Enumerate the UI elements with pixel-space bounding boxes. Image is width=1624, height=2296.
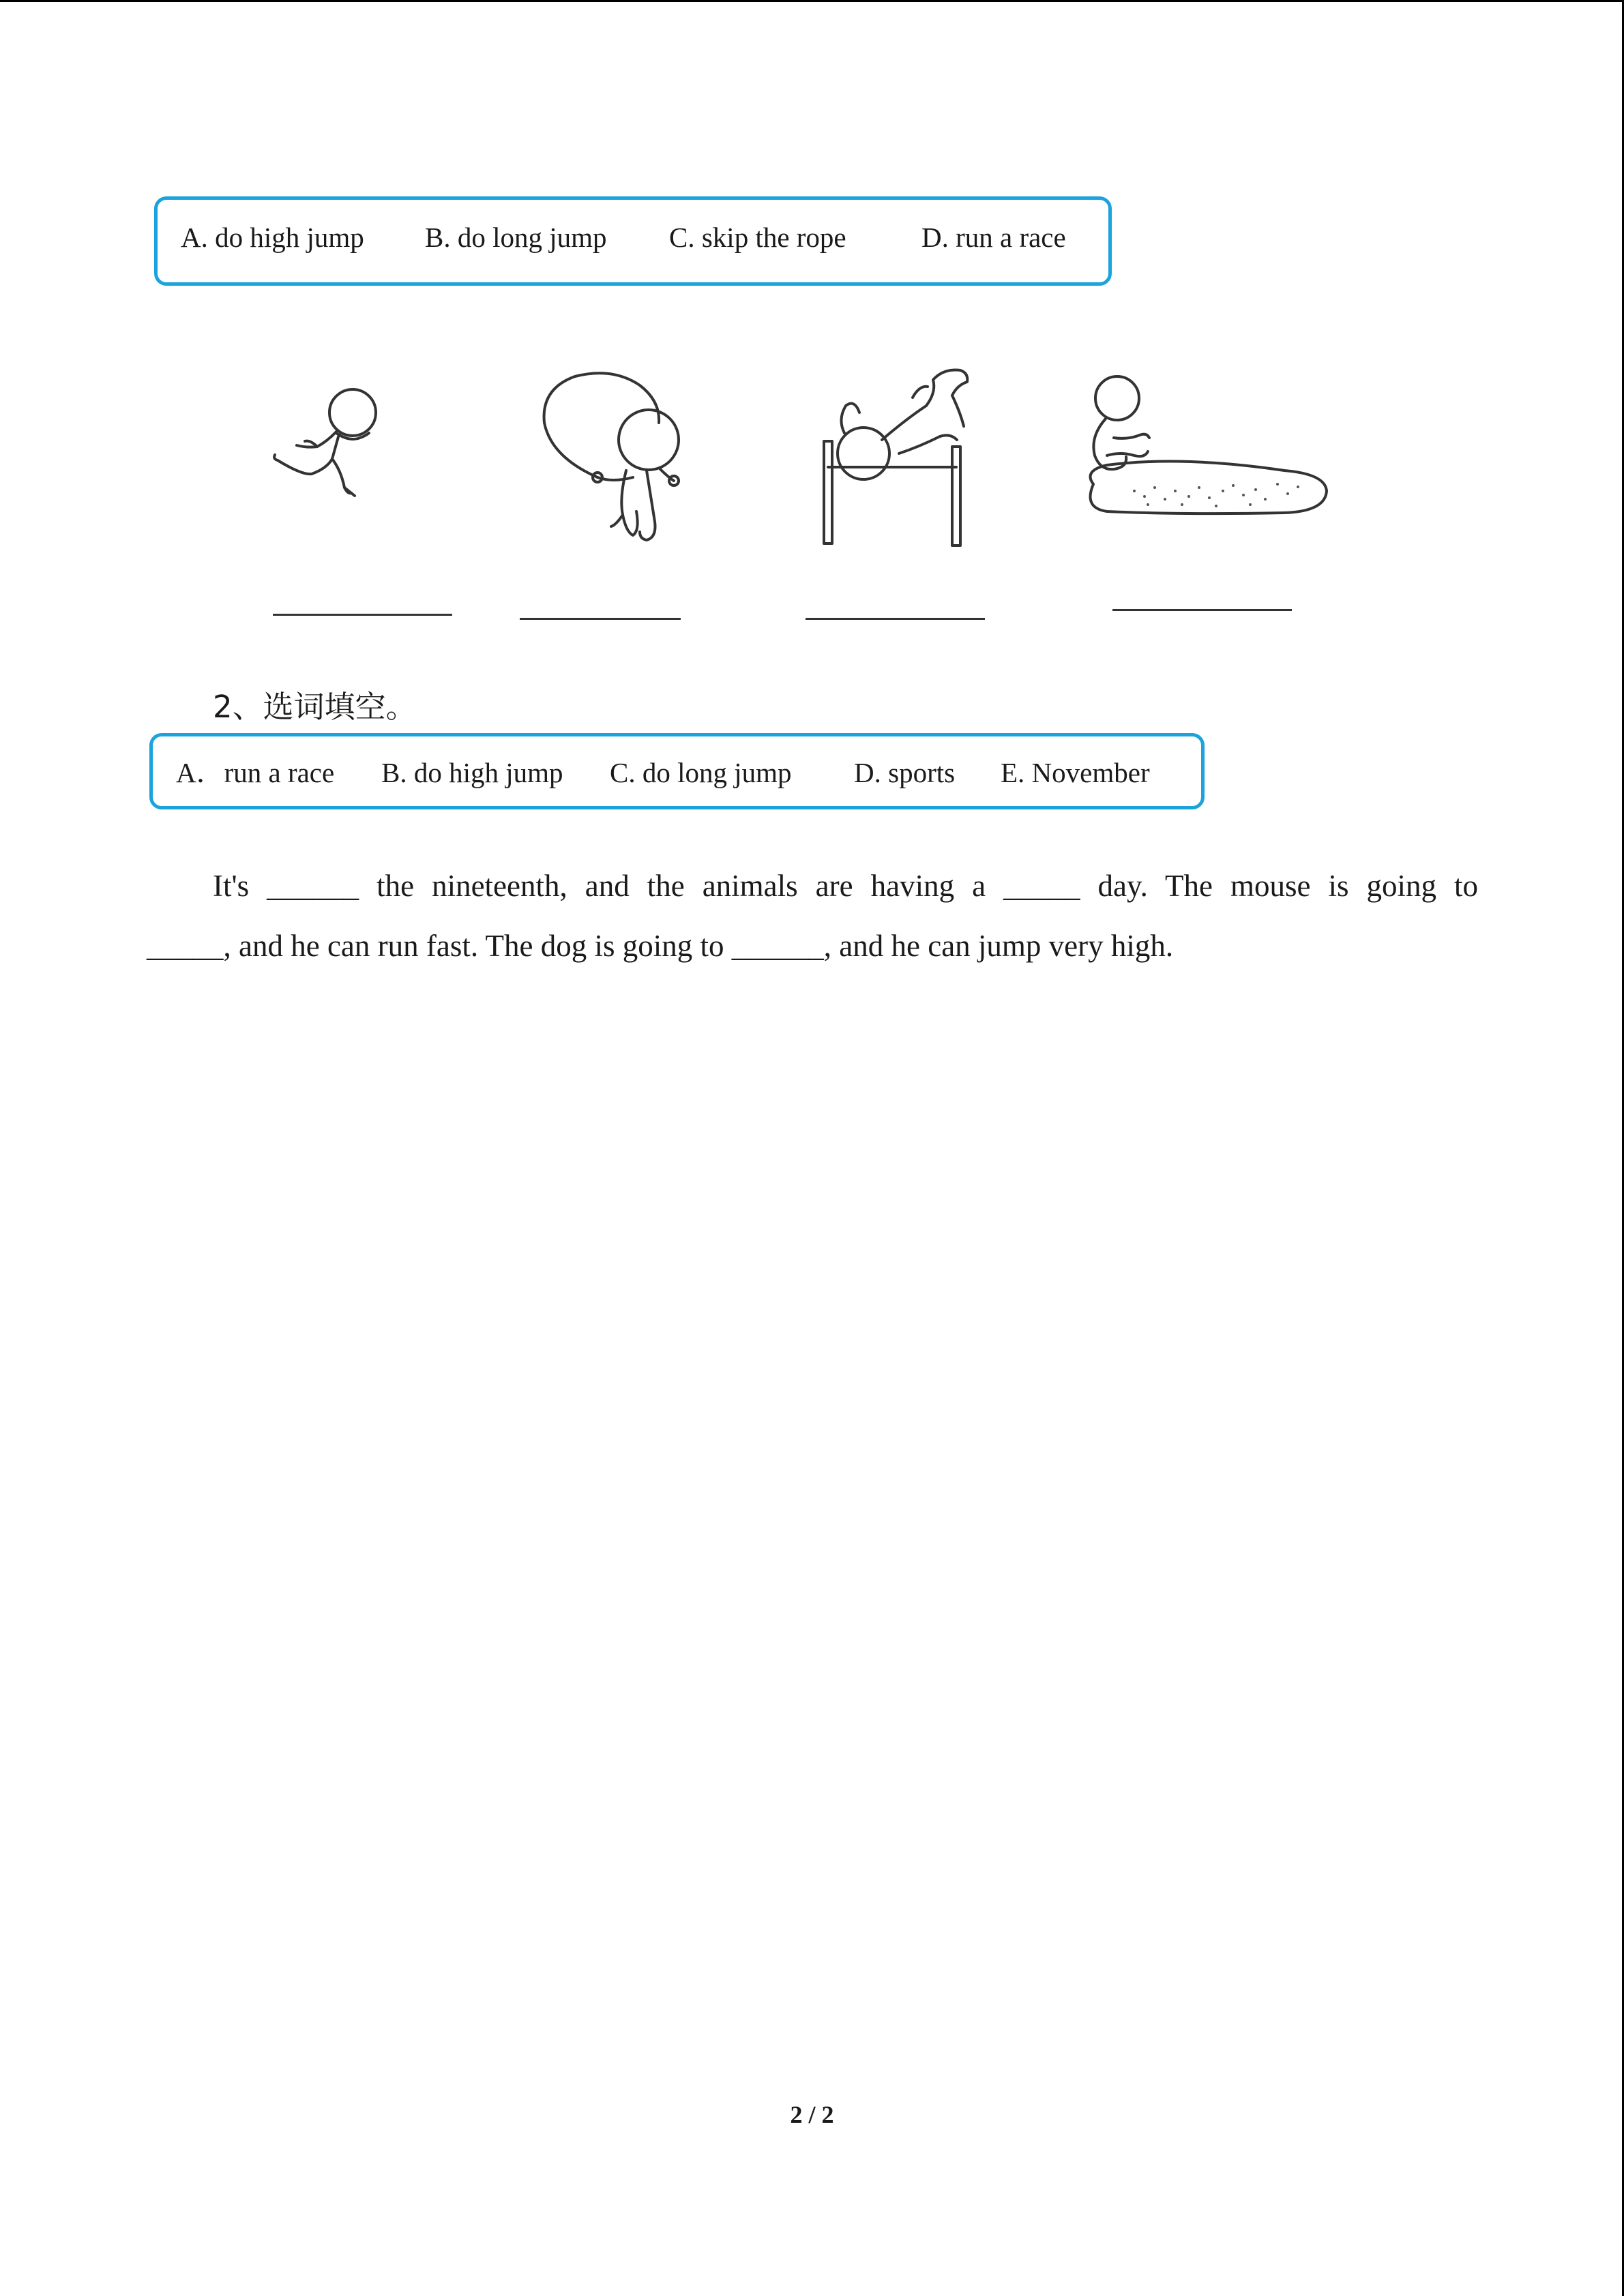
- question-2-title: 2、选词填空。: [213, 689, 417, 725]
- fill-in-paragraph-line-2: _____, and he can run fast. The dog is going to ______, and he can jump very high.: [147, 929, 1174, 963]
- option-2-a: A．run a race: [176, 757, 335, 788]
- option-2-c: C. do long jump: [610, 757, 792, 788]
- answer-line-2[interactable]: [520, 618, 681, 620]
- option-1-c: C. skip the rope: [669, 222, 846, 253]
- long-jump-figure-icon: [1080, 375, 1329, 518]
- option-2-e: E. November: [1001, 757, 1150, 788]
- option-2-b: B. do high jump: [381, 757, 563, 788]
- page-edge-top: [0, 0, 1624, 2]
- running-figure-icon: [269, 378, 392, 505]
- answer-line-4[interactable]: [1112, 609, 1292, 611]
- answer-line-1[interactable]: [273, 614, 452, 616]
- option-2-d: D. sports: [854, 757, 956, 788]
- option-1-d: D. run a race: [921, 222, 1066, 253]
- option-1-a: A. do high jump: [181, 222, 364, 253]
- fill-in-paragraph-line-1: It's ______ the nineteenth, and the animals are having a _____ day. The mouse is going to: [213, 869, 1478, 903]
- skipping-rope-figure-icon: [537, 368, 694, 546]
- page-number: 2 / 2: [790, 2101, 834, 2128]
- answer-line-3[interactable]: [806, 618, 985, 620]
- high-jump-figure-icon: [817, 365, 981, 549]
- option-1-b: B. do long jump: [425, 222, 607, 253]
